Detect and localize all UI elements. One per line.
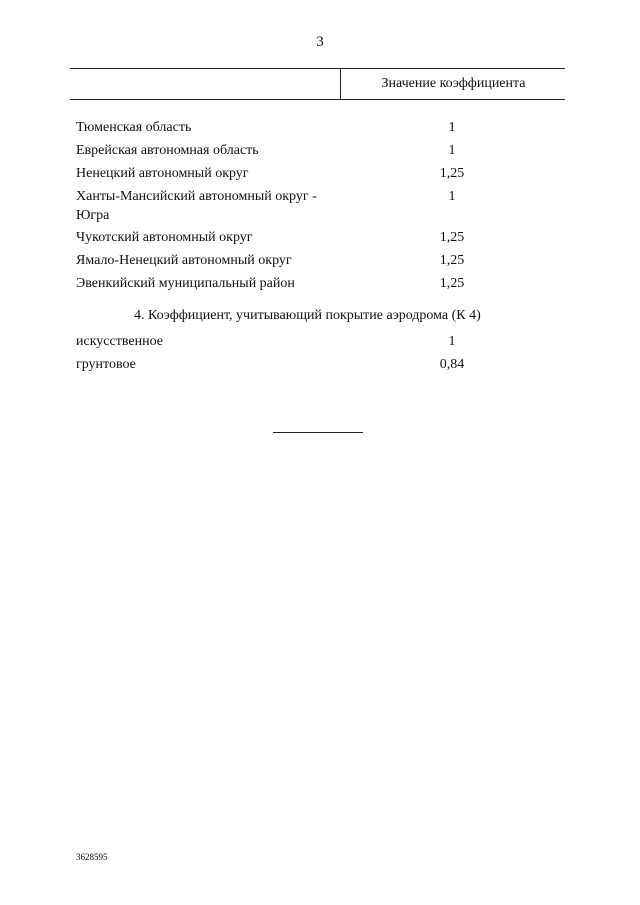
header-divider: [340, 69, 341, 99]
surface-type: искусственное: [76, 334, 163, 349]
coefficient-value: 1: [448, 334, 456, 349]
coefficient-value: 1,25: [439, 166, 465, 181]
region-name: Ямало-Ненецкий автономный округ: [76, 253, 292, 268]
table-header: [70, 68, 565, 100]
coefficient-value: 0,84: [439, 357, 465, 372]
coefficient-value: 1: [448, 189, 456, 204]
region-name: Эвенкийский муниципальный район: [76, 276, 295, 291]
region-name: Чукотский автономный округ: [76, 230, 253, 245]
value-column-header: Значение коэффициента: [381, 76, 526, 91]
end-rule: [273, 432, 363, 433]
coefficient-value: 1: [448, 143, 456, 158]
region-name: Еврейская автономная область: [76, 143, 259, 158]
coefficient-value: 1,25: [439, 230, 465, 245]
coefficient-value: 1: [448, 120, 456, 135]
region-name: Ханты-Мансийский автономный округ - Югра: [76, 189, 317, 223]
page-number: 3: [316, 34, 324, 50]
region-name: Тюменская область: [76, 120, 192, 135]
surface-type: грунтовое: [76, 357, 136, 372]
coefficient-value: 1,25: [439, 276, 465, 291]
region-name: Ненецкий автономный округ: [76, 166, 249, 181]
section-heading: 4. Коэффициент, учитывающий покрытие аэродрома (К 4): [134, 308, 481, 323]
document-number: 3628595: [76, 852, 108, 862]
coefficient-value: 1,25: [439, 253, 465, 268]
